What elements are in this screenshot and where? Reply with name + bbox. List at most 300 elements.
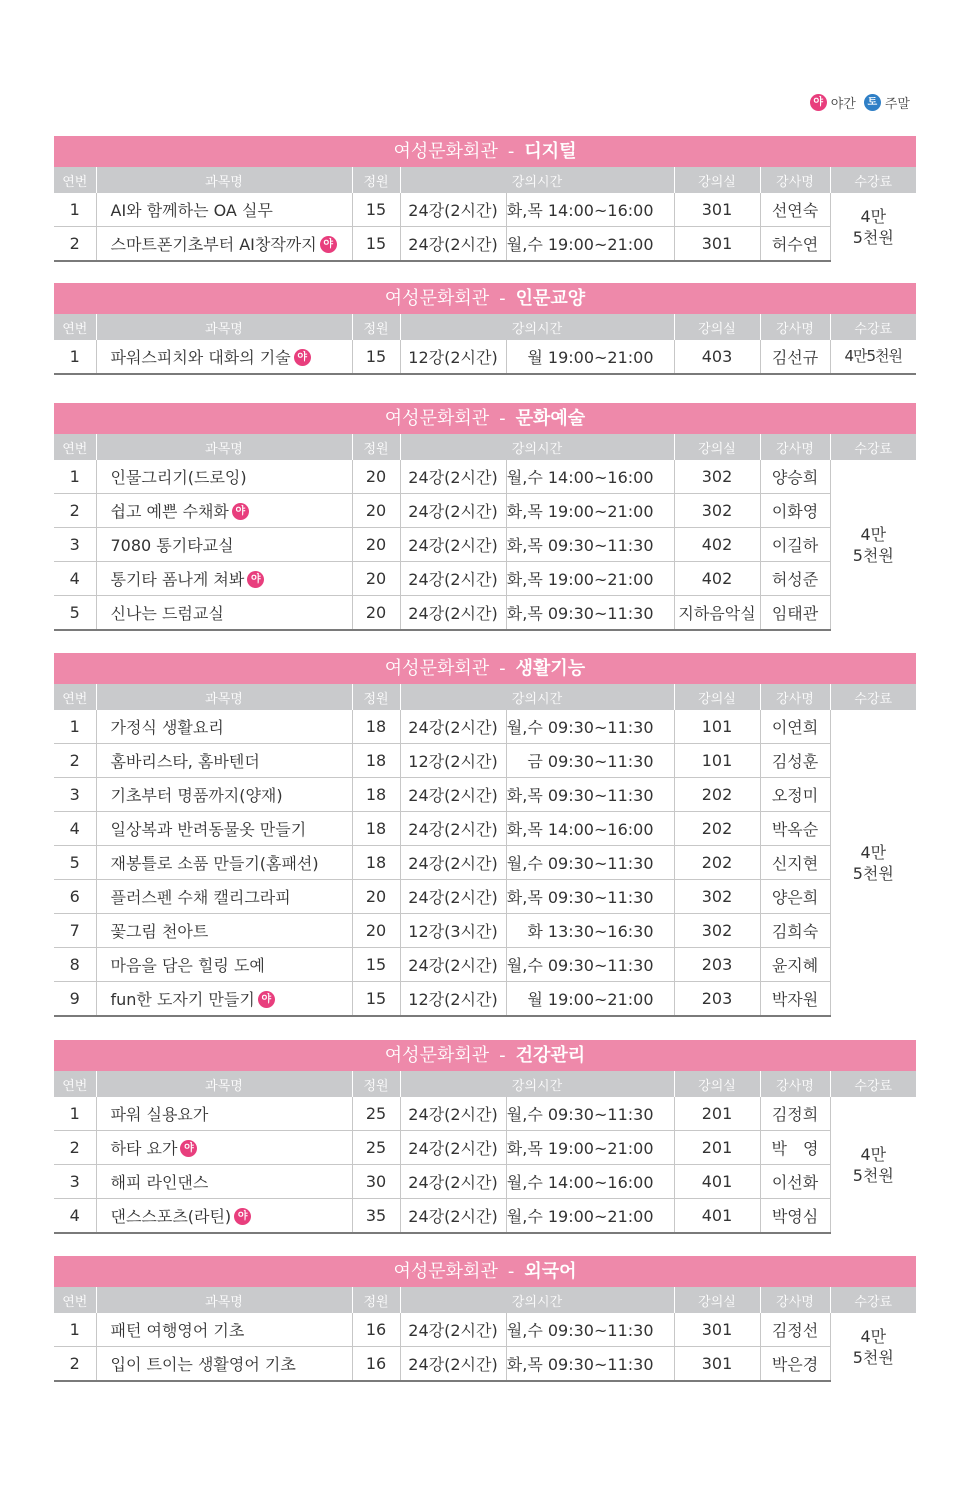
fee-line-1: 4만 <box>860 843 887 862</box>
capacity: 20 <box>352 880 400 914</box>
col-room-header: 강의실 <box>674 434 760 460</box>
fee-line-1: 4만 <box>860 1327 887 1346</box>
class-time: 월,수 19:00~21:00 <box>506 1199 674 1234</box>
course-name-cell <box>96 1313 352 1347</box>
room: 302 <box>674 460 760 494</box>
course-name-cell <box>96 1131 352 1165</box>
col-capacity-header: 정원 <box>352 684 400 710</box>
capacity: 18 <box>352 744 400 778</box>
course-name: 하타 요가 <box>110 1139 178 1158</box>
table-row <box>54 1097 916 1131</box>
fee-line-1: 4만 <box>860 1145 887 1164</box>
col-time-header: 강의시간 <box>400 434 674 460</box>
course-section <box>54 283 916 375</box>
section-category: 생활기능 <box>515 658 586 679</box>
col-teacher-header: 강사명 <box>760 314 830 340</box>
capacity: 18 <box>352 846 400 880</box>
col-room-header: 강의실 <box>674 167 760 193</box>
course-name-cell <box>96 340 352 374</box>
col-name-header: 과목명 <box>96 434 352 460</box>
course-table <box>54 434 916 631</box>
class-time: 월 19:00~21:00 <box>506 982 674 1017</box>
row-number: 2 <box>54 1131 96 1165</box>
table-row <box>54 914 916 948</box>
teacher: 윤지혜 <box>760 948 830 982</box>
row-number: 4 <box>54 812 96 846</box>
fee-line-2: 5천원 <box>852 864 894 883</box>
sessions: 24강(2시간) <box>400 1097 506 1131</box>
col-capacity-header: 정원 <box>352 434 400 460</box>
class-time: 월,수 09:30~11:30 <box>506 710 674 744</box>
col-room-header: 강의실 <box>674 684 760 710</box>
fee-line-2: 5천원 <box>852 228 894 247</box>
row-number: 2 <box>54 494 96 528</box>
table-header <box>54 314 916 340</box>
col-room-header: 강의실 <box>674 1287 760 1313</box>
table-row <box>54 460 916 494</box>
col-teacher-header: 강사명 <box>760 684 830 710</box>
col-no-header: 연번 <box>54 1287 96 1313</box>
row-number: 2 <box>54 227 96 262</box>
class-time: 화,목 09:30~11:30 <box>506 1347 674 1382</box>
capacity: 18 <box>352 778 400 812</box>
room: 202 <box>674 846 760 880</box>
room: 402 <box>674 528 760 562</box>
room: 403 <box>674 340 760 374</box>
row-number: 1 <box>69 200 80 219</box>
capacity: 16 <box>352 1313 400 1347</box>
room: 401 <box>674 1165 760 1199</box>
table-row <box>54 528 916 562</box>
course-name: 인물그리기(드로잉) <box>110 468 247 487</box>
teacher: 선연숙 <box>760 193 830 227</box>
section-title <box>54 653 916 684</box>
teacher: 허성준 <box>760 562 830 596</box>
night-badge-icon: 야 <box>320 236 337 253</box>
teacher: 양은희 <box>760 880 830 914</box>
sessions: 24강(2시간) <box>400 460 506 494</box>
course-table <box>54 684 916 1017</box>
course-section <box>54 653 916 1017</box>
sessions: 12강(2시간) <box>400 340 506 374</box>
teacher: 김희숙 <box>760 914 830 948</box>
fee-line-2: 5천원 <box>852 546 894 565</box>
fee-line-1: 4만 <box>860 207 887 226</box>
table-body <box>54 1097 916 1233</box>
row-number: 4 <box>54 562 96 596</box>
room: 101 <box>674 710 760 744</box>
room: 203 <box>674 982 760 1017</box>
table-row <box>54 1165 916 1199</box>
capacity: 25 <box>352 1131 400 1165</box>
col-no-header: 연번 <box>54 1071 96 1097</box>
class-time: 화,목 09:30~11:30 <box>506 528 674 562</box>
table-body <box>54 460 916 630</box>
sessions: 24강(2시간) <box>400 1347 506 1382</box>
section-org: 여성문화회관 <box>384 1045 490 1066</box>
class-time: 월,수 14:00~16:00 <box>506 460 674 494</box>
course-table <box>54 1071 916 1234</box>
sessions: 24강(2시간) <box>400 596 506 631</box>
course-name: fun한 도자기 만들기 <box>110 990 255 1009</box>
capacity: 20 <box>352 562 400 596</box>
table-body <box>54 340 916 374</box>
col-capacity-header: 정원 <box>352 167 400 193</box>
course-name-cell <box>96 948 352 982</box>
night-badge-icon: 야 <box>234 1208 251 1225</box>
section-separator: - <box>499 408 506 429</box>
course-name-cell <box>96 562 352 596</box>
capacity: 20 <box>352 460 400 494</box>
class-time: 화,목 19:00~21:00 <box>506 1131 674 1165</box>
col-fee-header: 수강료 <box>830 1287 916 1313</box>
tuition-fee <box>830 710 916 1016</box>
section-separator: - <box>499 288 506 309</box>
course-name: 해피 라인댄스 <box>110 1173 209 1192</box>
col-teacher-header: 강사명 <box>760 1071 830 1097</box>
col-no-header: 연번 <box>54 167 96 193</box>
room: 301 <box>674 227 760 262</box>
col-name-header: 과목명 <box>96 1287 352 1313</box>
course-name: 파워 실용요가 <box>110 1105 209 1124</box>
col-time-header: 강의시간 <box>400 1071 674 1097</box>
section-title <box>54 1256 916 1287</box>
room: 401 <box>674 1199 760 1234</box>
sessions: 24강(2시간) <box>400 494 506 528</box>
table-row <box>54 562 916 596</box>
capacity: 15 <box>352 982 400 1017</box>
sessions: 24강(2시간) <box>400 846 506 880</box>
course-name: 꽃그림 천아트 <box>110 922 209 941</box>
sessions: 24강(2시간) <box>400 1313 506 1347</box>
teacher: 박옥순 <box>760 812 830 846</box>
sessions: 12강(2시간) <box>400 982 506 1017</box>
course-name-cell <box>96 1097 352 1131</box>
class-time: 월,수 09:30~11:30 <box>506 846 674 880</box>
row-number: 7 <box>54 914 96 948</box>
header-row <box>54 684 916 710</box>
room: 301 <box>674 1313 760 1347</box>
col-no-header: 연번 <box>54 684 96 710</box>
night-legend-label: 야간 <box>830 97 856 112</box>
section-org: 여성문화회관 <box>384 408 490 429</box>
table-row <box>54 340 916 374</box>
table-row <box>54 846 916 880</box>
course-name-cell <box>96 227 352 262</box>
room: 402 <box>674 562 760 596</box>
sessions: 24강(2시간) <box>400 528 506 562</box>
col-time-header: 강의시간 <box>400 1287 674 1313</box>
sessions: 24강(2시간) <box>400 562 506 596</box>
table-row <box>54 227 916 262</box>
class-time: 월 19:00~21:00 <box>506 340 674 374</box>
table-row <box>54 812 916 846</box>
col-capacity-header: 정원 <box>352 1071 400 1097</box>
col-capacity-header: 정원 <box>352 1287 400 1313</box>
col-name-header: 과목명 <box>96 314 352 340</box>
table-row <box>54 880 916 914</box>
section-category: 문화예술 <box>515 408 586 429</box>
fee-line-2: 5천원 <box>852 1166 894 1185</box>
weekend-legend-label: 주말 <box>884 97 910 112</box>
sessions: 24강(2시간) <box>400 1199 506 1234</box>
section-separator: - <box>499 658 506 679</box>
course-section <box>54 136 916 262</box>
room: 301 <box>674 193 760 227</box>
col-fee-header: 수강료 <box>830 1071 916 1097</box>
row-number: 5 <box>54 596 96 631</box>
weekend-badge-icon: 토 <box>864 94 881 111</box>
table-row <box>54 744 916 778</box>
room: 201 <box>674 1131 760 1165</box>
col-capacity-header: 정원 <box>352 314 400 340</box>
row-number: 4 <box>54 1199 96 1234</box>
tuition-fee <box>830 1097 916 1233</box>
teacher: 김선규 <box>760 340 830 374</box>
col-teacher-header: 강사명 <box>760 167 830 193</box>
section-category: 디지털 <box>524 141 577 162</box>
teacher: 이길하 <box>760 528 830 562</box>
row-number: 3 <box>54 528 96 562</box>
table-body <box>54 193 916 261</box>
capacity: 15 <box>352 193 400 227</box>
course-name-cell <box>96 494 352 528</box>
sessions: 24강(2시간) <box>400 1165 506 1199</box>
section-title <box>54 1040 916 1071</box>
row-number: 2 <box>54 1347 96 1382</box>
row-number: 6 <box>54 880 96 914</box>
class-time: 월,수 09:30~11:30 <box>506 1313 674 1347</box>
header-row <box>54 167 916 193</box>
teacher: 허수연 <box>760 227 830 262</box>
col-time-header: 강의시간 <box>400 314 674 340</box>
section-title <box>54 403 916 434</box>
course-name: 홈바리스타, 홈바텐더 <box>110 752 260 771</box>
course-name: 기초부터 명품까지(양재) <box>110 786 283 805</box>
capacity: 30 <box>352 1165 400 1199</box>
col-time-header: 강의시간 <box>400 684 674 710</box>
row-number: 1 <box>69 1104 80 1123</box>
table-header <box>54 684 916 710</box>
teacher: 이연희 <box>760 710 830 744</box>
sessions: 24강(2시간) <box>400 880 506 914</box>
course-section <box>54 1040 916 1234</box>
col-name-header: 과목명 <box>96 167 352 193</box>
room: 201 <box>674 1097 760 1131</box>
col-teacher-header: 강사명 <box>760 1287 830 1313</box>
col-no-header: 연번 <box>54 314 96 340</box>
room: 203 <box>674 948 760 982</box>
section-separator: - <box>507 141 515 162</box>
row-number: 1 <box>69 467 80 486</box>
header-row <box>54 314 916 340</box>
sessions: 24강(2시간) <box>400 193 506 227</box>
row-number: 3 <box>54 778 96 812</box>
sessions: 24강(2시간) <box>400 227 506 262</box>
course-name-cell <box>96 1347 352 1382</box>
class-time: 금 09:30~11:30 <box>506 744 674 778</box>
sessions: 24강(2시간) <box>400 948 506 982</box>
teacher: 이선화 <box>760 1165 830 1199</box>
course-name-cell <box>96 778 352 812</box>
course-name: 가정식 생활요리 <box>110 718 224 737</box>
sessions: 12강(2시간) <box>400 744 506 778</box>
teacher: 임태관 <box>760 596 830 631</box>
header-row <box>54 1287 916 1313</box>
col-fee-header: 수강료 <box>830 434 916 460</box>
teacher: 양승희 <box>760 460 830 494</box>
capacity: 18 <box>352 812 400 846</box>
sessions: 24강(2시간) <box>400 778 506 812</box>
room: 302 <box>674 914 760 948</box>
table-header <box>54 1287 916 1313</box>
row-number: 1 <box>54 340 96 374</box>
capacity: 16 <box>352 1347 400 1382</box>
class-time: 월,수 19:00~21:00 <box>506 227 674 262</box>
course-name-cell <box>96 528 352 562</box>
class-time: 월,수 09:30~11:30 <box>506 948 674 982</box>
course-name-cell <box>96 193 352 227</box>
col-no-header: 연번 <box>54 434 96 460</box>
night-badge-icon: 야 <box>258 991 275 1008</box>
tuition-fee <box>830 340 916 374</box>
col-time-header: 강의시간 <box>400 167 674 193</box>
room: 지하음악실 <box>674 596 760 631</box>
legend <box>810 93 914 112</box>
table-row <box>54 1347 916 1382</box>
room: 202 <box>674 812 760 846</box>
section-category: 외국어 <box>524 1261 577 1282</box>
class-time: 화,목 14:00~16:00 <box>506 193 674 227</box>
course-name: 통기타 폼나게 쳐봐 <box>110 570 245 589</box>
row-number: 1 <box>69 717 80 736</box>
row-number: 5 <box>54 846 96 880</box>
course-name: 스마트폰기초부터 AI창작까지 <box>110 235 317 254</box>
section-category: 인문교양 <box>515 288 586 309</box>
course-name: 댄스스포츠(라틴) <box>110 1207 232 1226</box>
section-title <box>54 283 916 314</box>
teacher: 박영심 <box>760 1199 830 1234</box>
capacity: 20 <box>352 596 400 631</box>
teacher: 박 영 <box>760 1131 830 1165</box>
section-title <box>54 136 916 167</box>
course-name-cell <box>96 710 352 744</box>
table-row <box>54 494 916 528</box>
night-badge-icon: 야 <box>247 571 264 588</box>
col-fee-header: 수강료 <box>830 167 916 193</box>
course-name: 패턴 여행영어 기초 <box>110 1321 245 1340</box>
fee-value: 4만5천원 <box>844 347 903 365</box>
class-time: 월,수 09:30~11:30 <box>506 1097 674 1131</box>
teacher: 오정미 <box>760 778 830 812</box>
tuition-fee <box>830 460 916 630</box>
course-name-cell <box>96 744 352 778</box>
capacity: 15 <box>352 948 400 982</box>
row-number: 3 <box>54 1165 96 1199</box>
section-org: 여성문화회관 <box>393 1261 498 1282</box>
capacity: 25 <box>352 1097 400 1131</box>
col-room-header: 강의실 <box>674 314 760 340</box>
table-row <box>54 948 916 982</box>
section-org: 여성문화회관 <box>393 141 498 162</box>
class-time: 화,목 09:30~11:30 <box>506 778 674 812</box>
course-name: 일상복과 반려동물옷 만들기 <box>110 820 307 839</box>
course-name-cell <box>96 596 352 631</box>
fee-line-1: 4만 <box>860 525 887 544</box>
table-body <box>54 1313 916 1381</box>
class-time: 화,목 09:30~11:30 <box>506 596 674 631</box>
course-name-cell <box>96 982 352 1017</box>
night-badge-icon: 야 <box>232 503 249 520</box>
table-header <box>54 434 916 460</box>
row-number: 8 <box>54 948 96 982</box>
course-name: 플러스펜 수채 캘리그라피 <box>110 888 291 907</box>
section-org: 여성문화회관 <box>384 658 490 679</box>
table-header <box>54 1071 916 1097</box>
class-time: 월,수 14:00~16:00 <box>506 1165 674 1199</box>
teacher: 김정선 <box>760 1313 830 1347</box>
sessions: 24강(2시간) <box>400 812 506 846</box>
teacher: 이화영 <box>760 494 830 528</box>
course-name: 쉽고 예쁜 수채화 <box>110 502 229 521</box>
col-room-header: 강의실 <box>674 1071 760 1097</box>
teacher: 김성훈 <box>760 744 830 778</box>
course-name: 입이 트이는 생활영어 기초 <box>110 1355 296 1374</box>
sessions: 24강(2시간) <box>400 1131 506 1165</box>
capacity: 15 <box>352 227 400 262</box>
table-row <box>54 1313 916 1347</box>
table-row <box>54 193 916 227</box>
course-name-cell <box>96 914 352 948</box>
table-row <box>54 778 916 812</box>
teacher: 김정희 <box>760 1097 830 1131</box>
class-time: 화,목 19:00~21:00 <box>506 494 674 528</box>
capacity: 20 <box>352 528 400 562</box>
table-row <box>54 596 916 631</box>
section-category: 건강관리 <box>515 1045 586 1066</box>
section-separator: - <box>507 1261 515 1282</box>
course-name-cell <box>96 1165 352 1199</box>
night-badge-icon: 야 <box>180 1140 197 1157</box>
section-separator: - <box>499 1045 506 1066</box>
course-section <box>54 403 916 631</box>
table-row <box>54 1131 916 1165</box>
room: 202 <box>674 778 760 812</box>
room: 302 <box>674 880 760 914</box>
row-number: 9 <box>54 982 96 1017</box>
course-name-cell <box>96 880 352 914</box>
fee-line-2: 5천원 <box>852 1348 894 1367</box>
table-row <box>54 1199 916 1234</box>
header-row <box>54 434 916 460</box>
table-header <box>54 167 916 193</box>
table-row <box>54 710 916 744</box>
teacher: 신지현 <box>760 846 830 880</box>
teacher: 박자원 <box>760 982 830 1017</box>
tuition-fee <box>830 1313 916 1381</box>
row-number: 2 <box>54 744 96 778</box>
course-name: 재봉틀로 소품 만들기(홈패션) <box>110 854 319 873</box>
col-name-header: 과목명 <box>96 684 352 710</box>
capacity: 20 <box>352 914 400 948</box>
capacity: 18 <box>352 710 400 744</box>
capacity: 35 <box>352 1199 400 1234</box>
course-table <box>54 167 916 262</box>
class-time: 화,목 09:30~11:30 <box>506 880 674 914</box>
sessions: 24강(2시간) <box>400 710 506 744</box>
room: 101 <box>674 744 760 778</box>
col-fee-header: 수강료 <box>830 684 916 710</box>
